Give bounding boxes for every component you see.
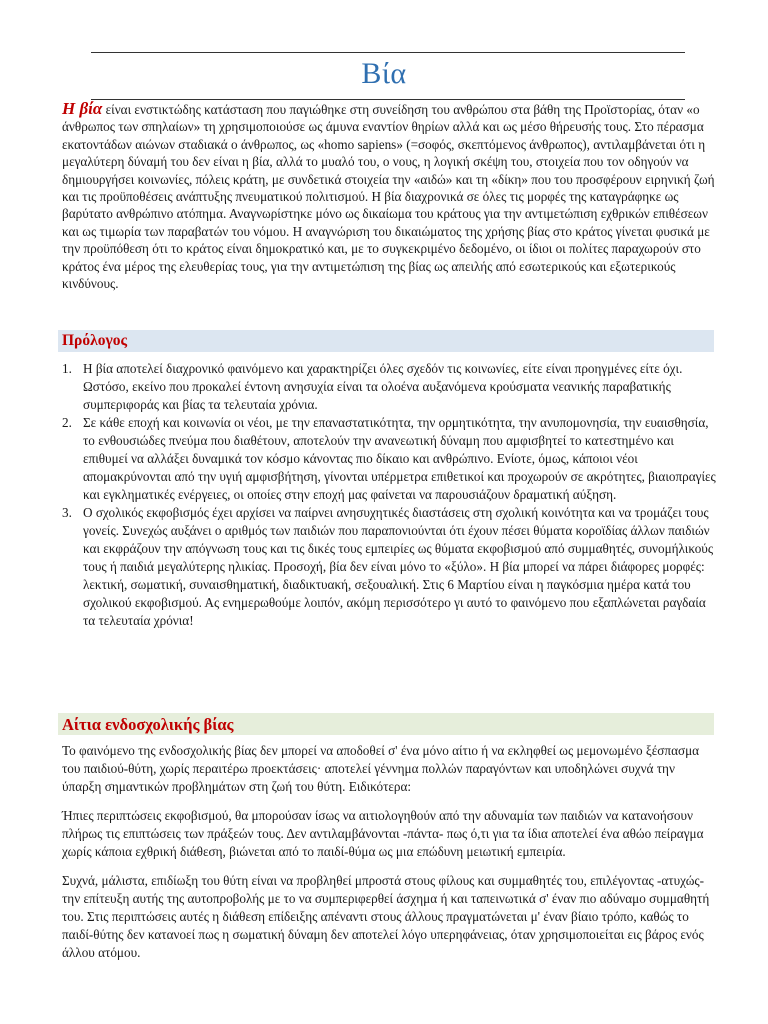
- prologue-list: [62, 360, 716, 630]
- causes-body: [62, 742, 716, 973]
- list-item-text: Η βία αποτελεί διαχρονικό φαινόμενο και χαρακτηρίζει όλες σχεδόν τις κοινωνίες, είτε είναι προηγμένες είτε όχι. Ωστόσο, εκείνο που προκαλεί έντονη ανησυχία είναι τα ολοένα αυξανόμενα κρούσματα νεανικής παραβατικής συμπεριφοράς και βίας τα τελευταία χρόνια.: [83, 361, 683, 412]
- causes-heading: Αίτια ενδοσχολικής βίας: [62, 715, 234, 734]
- list-item: [62, 360, 716, 414]
- prologue-heading: Πρόλογος: [62, 332, 128, 349]
- intro-lead-word: Η βία: [62, 99, 103, 118]
- list-item-number: 3.: [62, 505, 72, 520]
- prologue-heading-bar: [58, 330, 714, 352]
- list-item: [62, 504, 716, 630]
- top-rule: [91, 52, 685, 53]
- causes-heading-bar: [58, 713, 714, 735]
- list-item-text: Σε κάθε εποχή και κοινωνία οι νέοι, με την επαναστατικότητα, την ορμητικότητα, την ανυπομονησία, την ευαισθησία, το ενθουσιώδες πνεύμα που διαθέτουν, αποτελούν την ανανεωτική δύναμη που αμφισβητεί το κατεστημένο και επιθυμεί να αλλάξει δυναμικά τον κόσμο κάνοντας πιο δίκαιο και ανθρώπινο. Ενίοτε, όμως, κάποιοι νέοι απομακρύνονται από την υγιή αμφισβήτηση, γίνονται υπέρμετρα επιθετικοί και προχωρούν σε ακρότητες, βιαιοπραγίες και εγκληματικές ενέργειες, οι οποίες στην εποχή μας φαίνεται να παρουσιάζουν δραματική αύξηση.: [83, 415, 716, 502]
- page-title: Βία: [361, 57, 407, 90]
- list-item-number: 2.: [62, 415, 72, 430]
- list-item: [62, 414, 716, 504]
- list-item-text: Ο σχολικός εκφοβισμός έχει αρχίσει να παίρνει ανησυχητικές διαστάσεις στη σχολική κοινότητα και να τρομάζει τους γονείς. Συνεχώς αυξάνει ο αριθμός των παιδιών που παραπονιούνται ότι έχουν πέσει θύματα κοροϊδίας άλλων παιδιών και εκφράζουν την απόγνωση τους και τις δικές τους εμπειρίες ως θύματα εκφοβισμού από συμμαθητές, συνομήλικούς τους ή παιδιά μεγαλύτερης ηλικίας. Προσοχή, βία δεν είναι μόνο το «ξύλο». Η βία μπορεί να πάρει διάφορες μορφές: λεκτική, σωματική, συναισθηματική, διαδικτυακή, σεξουαλική. Στις 6 Μαρτίου είναι η παγκόσμια ημέρα κατά του σχολικού εκφοβισμού. Ας ενημερωθούμε λοιπόν, ακόμη περισσότερο γι αυτό το φαινόμενο που εξαπλώνεται ραγδαία τα τελευταία χρόνια!: [83, 505, 714, 628]
- list-item-number: 1.: [62, 361, 72, 376]
- intro-text: είναι ενστικτώδης κατάσταση που παγιώθηκε στη συνείδηση του ανθρώπου στα βάθη της Προϊστορίας, όταν «ο άνθρωπος των σπηλαίων» τη χρησιμοποιούσε ως άμυνα εναντίον θηρίων αλλά και ως μέσο θήρευσής τους. Στο πέρασμα εκατοντάδων αιώνων σταδιακά ο άνθρωπος, ως «homo sapiens» (=σοφός, σκεπτόμενος άνθρωπος), αντιλαμβάνεται ότι η μεγαλύτερη δύναμή του δεν είναι η βία, αλλά το μυαλό του, ο νους, η λογική σκέψη του, στοιχεία που τον οδηγούν να δημιουργήσει κοινωνίες, πόλεις κράτη, με συνδετικά στοιχεία την «αιδώ» και τη «δίκη» που του προσφέρουν ειρηνική ζωή και τις προϋποθέσεις ανάπτυξης πνευματικού πολιτισμού. Η βία διαχρονικά σε όλες τις μορφές της καταγράφηκε ως βαρύτατο ανθρώπινο ατόπημα. Αναγνωρίστηκε μόνο ως δικαίωμα του κράτους για την αντιμετώπιση εχθρικών επιθέσεων και ως τιμωρία των παραβατών του νόμου. Η αναγνώριση του δικαιώματος της χρήσης βίας στο κράτος γίνεται φυσικά με την προϋπόθεση ότι το κράτος είναι δημοκρατικό και, με το συγκεκριμένο δεδομένο, οι ίδιοι οι πολίτες παραχωρούν στο κράτος ένα μέρος της ελευθερίας τους, για την αντιμετώπιση της βίας ως απειλής από εσωτερικούς και εξωτερικούς κινδύνους.: [62, 102, 715, 292]
- causes-paragraph: Συχνά, μάλιστα, επιδίωξη του θύτη είναι να προβληθεί μπροστά στους φίλους και συμμαθητές του, επιλέγοντας -ατυχώς-την επίτευξη αυτής της αυτοπροβολής με το να συμπεριφερθεί άσχημα ή και ταπεινωτικά σ' έναν πιο αδύναμο συμμαθητή του. Στις περιπτώσεις αυτές η διάθεση επίδειξης απέναντι στους άλλους πραγματώνεται μ' έναν βίαιο τρόπο, καθώς το παιδί-θύτης δεν κατανοεί πως η σωματική δύναμη δεν αποτελεί λόγο υπερηφάνειας, όταν χρησιμοποιείται εις βάρος ενός άλλου ατόμου.: [62, 873, 710, 960]
- causes-paragraph: Το φαινόμενο της ενδοσχολικής βίας δεν μπορεί να αποδοθεί σ' ένα μόνο αίτιο ή να εκληφθεί ως μεμονωμένο ξέσπασμα του παιδιού-θύτη, χωρίς περαιτέρω προεκτάσεις· αποτελεί γέννημα πολλών παραγόντων και υποδηλώνει συχνά την ύπαρξη σημαντικών προβλημάτων στη ζωή του θύτη. Ειδικότερα:: [62, 743, 700, 794]
- intro-paragraph: [62, 100, 716, 292]
- causes-paragraph: Ήπιες περιπτώσεις εκφοβισμού, θα μπορούσαν ίσως να αιτιολογηθούν από την αδυναμία των παιδιών να κατανοήσουν πλήρως τις επιπτώσεις των πράξεών τους. Δεν αντιλαμβάνονται -πάντα- πως ό,τι για τα ίδια αποτελεί ένα αθώο πείραγμα χωρίς κάποια εχθρική διάθεση, βιώνεται από το παιδί-θύμα ως μια επώδυνη μειωτική εμπειρία.: [62, 808, 704, 859]
